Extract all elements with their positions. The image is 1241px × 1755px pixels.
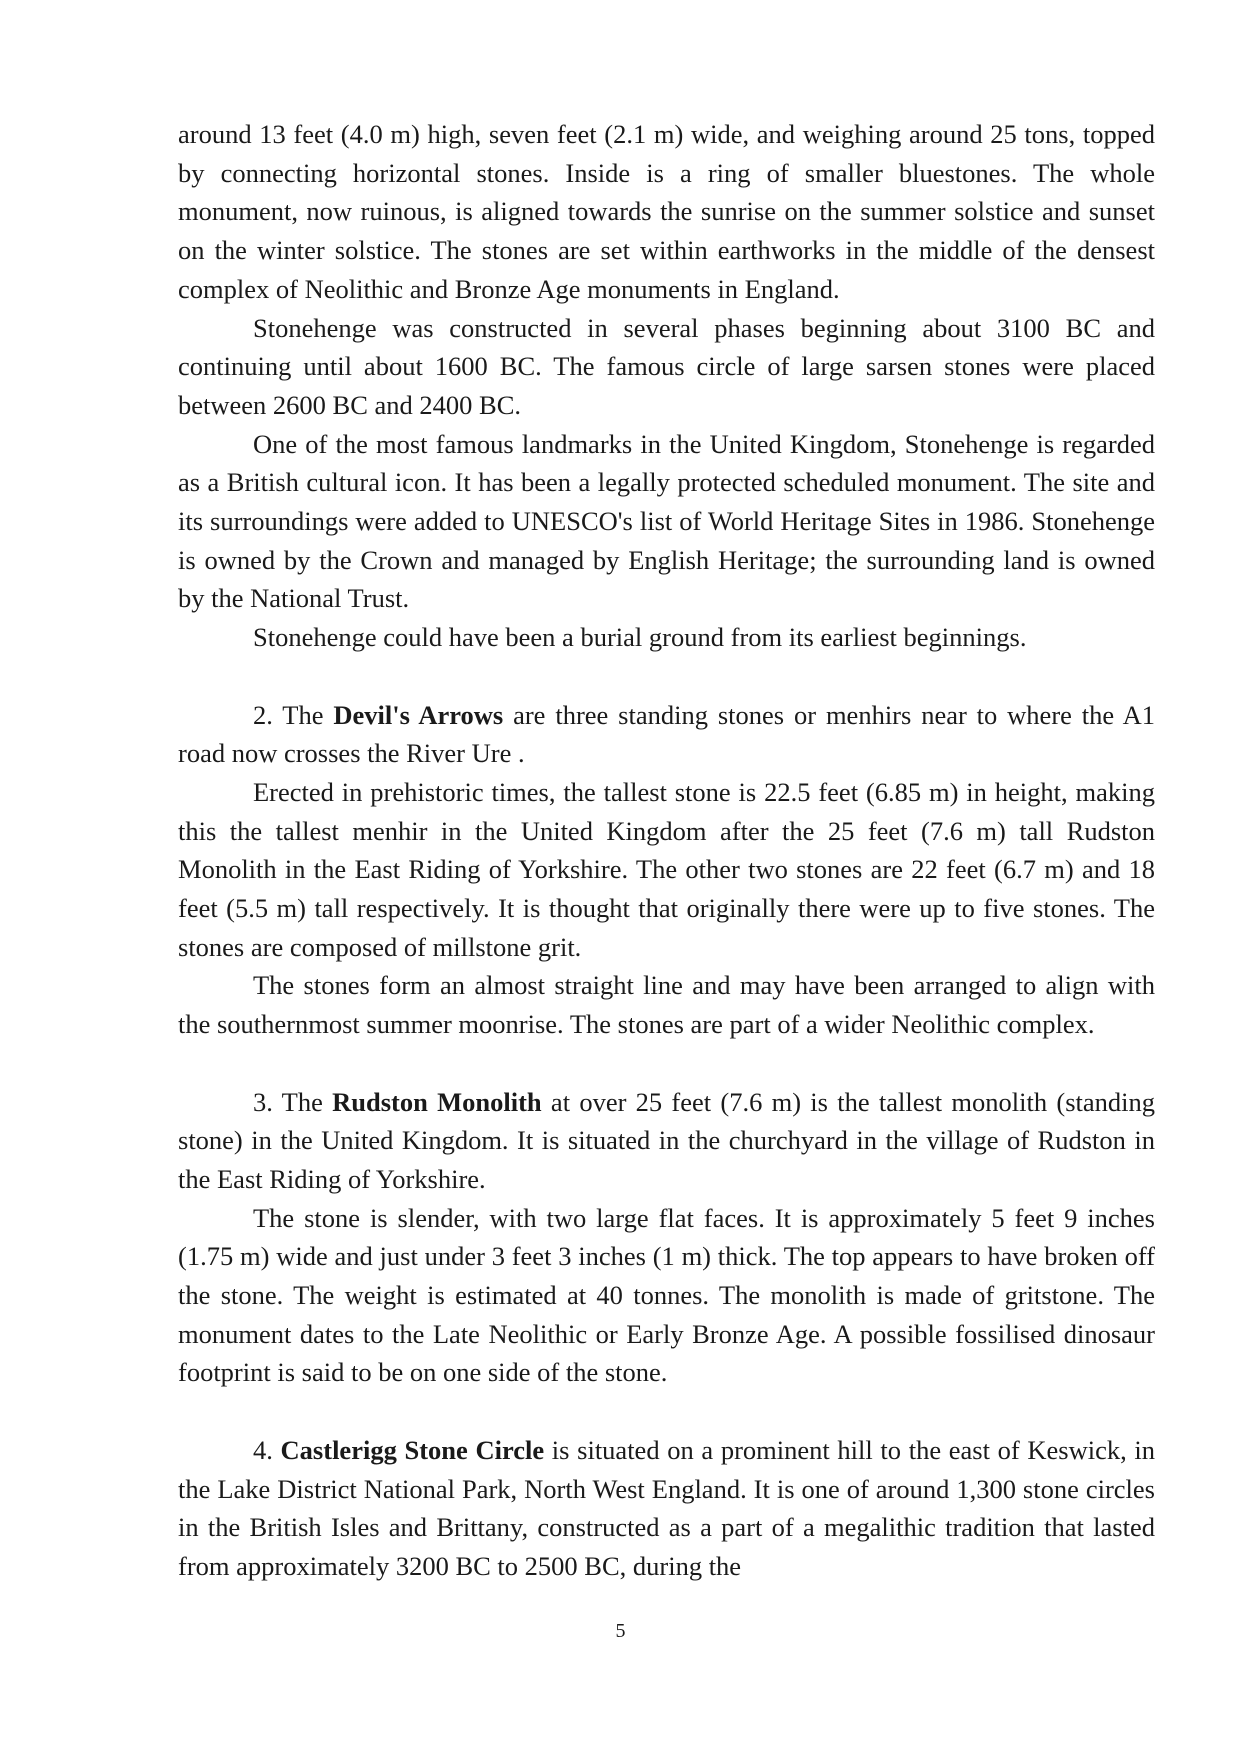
section-prefix: 3. The — [253, 1086, 333, 1117]
section-prefix: 4. — [253, 1434, 281, 1465]
paragraph-stonehenge-landmark: One of the most famous landmarks in the United Kingdom, Stonehenge is regarded as a British cultural icon. It has been a legally protected scheduled monument. The site and its surroundings were added to UNESCO's list of World Heritage Sites in 1986. Stonehenge is owned by the Crown and managed by English Heritage; the surrounding land is owned by the National Trust. — [178, 428, 1155, 614]
section-prefix: 2. The — [253, 699, 334, 730]
paragraph-stonehenge-description: around 13 feet (4.0 m) high, seven feet (2.1 m) wide, and weighing around 25 tons, topped by connecting horizontal stones. Inside is a ring of smaller bluestones. The whole monument, now ruinous, is aligned towards the sunrise on the summer solstice and sunset on the winter solstice. The stones are set within earthworks in the middle of the densest complex of Neolithic and Bronze Age monuments in England. — [178, 119, 1155, 304]
body-text — [178, 115, 1155, 1586]
section-intro-text: is situated on a prominent hill to the east of Keswick, in the Lake District National Park, North West England. It is one of around 1,300 stone circles in the British Isles and Brittany, constructed as a part of a megalithic tradition that lasted from approximately 3200 BC to 2500 BC, during the — [178, 1434, 1155, 1581]
term-devils-arrows: Devil's Arrows — [333, 699, 504, 730]
paragraph-stonehenge-burial: Stonehenge could have been a burial ground from its earliest beginnings. — [253, 622, 1027, 653]
paragraph-stonehenge-phases: Stonehenge was constructed in several phases beginning about 3100 BC and continuing until about 1600 BC. The famous circle of large sarsen stones were placed between 2600 BC and 2400 BC. — [178, 312, 1155, 420]
paragraph-devils-arrows-alignment: The stones form an almost straight line and may have been arranged to align with the southernmost summer moonrise. The stones are part of a wider Neolithic complex. — [178, 970, 1155, 1040]
paragraph-castlerigg-intro — [178, 1431, 1155, 1586]
term-castlerigg-stone-circle: Castlerigg Stone Circle — [280, 1434, 545, 1465]
section-intro-text: are three standing stones or menhirs near to where the A1 road now crosses the River Ure . — [178, 699, 1155, 769]
paragraph-rudston-description: The stone is slender, with two large flat faces. It is approximately 5 feet 9 inches (1.75 m) wide and just under 3 feet 3 inches (1 m) thick. The top appears to have broken off the stone. The weight is estimated at 40 tonnes. The monolith is made of gritstone. The monument dates to the Late Neolithic or Early Bronze Age. A possible fossilised dinosaur footprint is said to be on one side of the stone. — [178, 1202, 1155, 1388]
term-rudston-monolith: Rudston Monolith — [332, 1086, 542, 1117]
paragraph-rudston-intro — [178, 1083, 1155, 1199]
paragraph-devils-arrows-height: Erected in prehistoric times, the tallest stone is 22.5 feet (6.85 m) in height, making this the tallest menhir in the United Kingdom after the 25 feet (7.6 m) tall Rudston Monolith in the East Riding of Yorkshire. The other two stones are 22 feet (6.7 m) and 18 feet (5.5 m) tall respectively. It is thought that originally there were up to five stones. The stones are composed of millstone grit. — [178, 776, 1155, 962]
section-intro-text: at over 25 feet (7.6 m) is the tallest monolith (standing stone) in the United Kingdom. It is situated in the churchyard in the village of Rudston in the East Riding of Yorkshire. — [178, 1086, 1155, 1194]
paragraph-devils-arrows-intro — [178, 696, 1155, 773]
page-number: 5 — [615, 1620, 626, 1642]
